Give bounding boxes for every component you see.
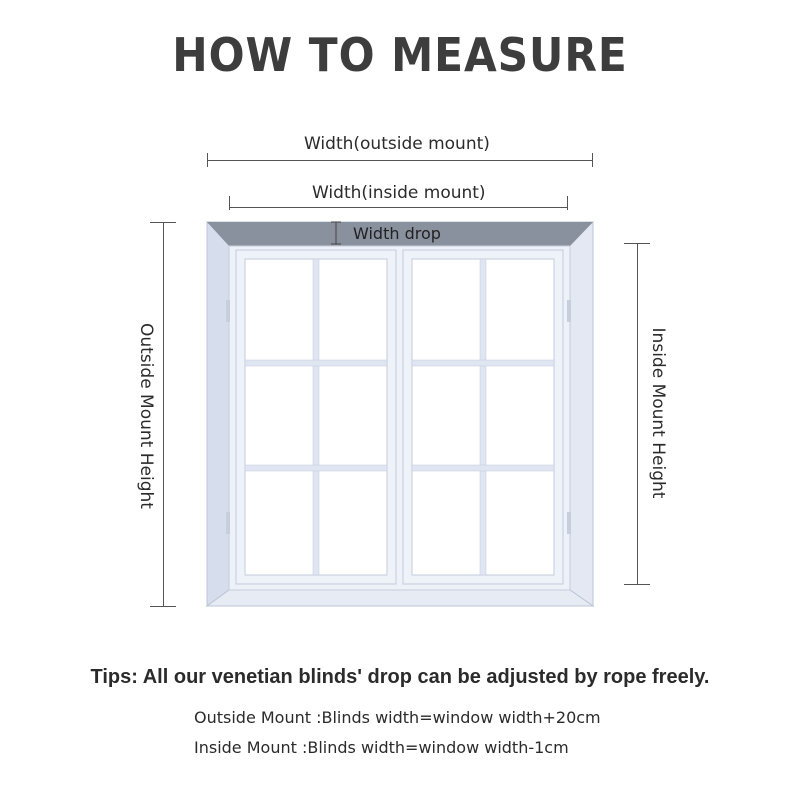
right-sash xyxy=(403,250,563,584)
hinge-left-bottom xyxy=(226,512,230,534)
width-outside-label: Width(outside mount) xyxy=(304,134,490,154)
inside-height-label: Inside Mount Height xyxy=(648,327,668,499)
inside-mount-note: Inside Mount :Blinds width=window width-1cm xyxy=(194,738,569,757)
tips-text: Tips: All our venetian blinds' drop can be adjusted by rope freely. xyxy=(90,666,710,688)
width-inside-label: Width(inside mount) xyxy=(312,183,486,203)
hinge-left-top xyxy=(226,300,230,322)
outside-mount-note: Outside Mount :Blinds width=window width+20cm xyxy=(194,708,601,727)
width-drop-label: Width drop xyxy=(353,224,441,243)
page-title: HOW TO MEASURE xyxy=(172,28,628,82)
hinge-right-bottom xyxy=(567,512,571,534)
left-sash xyxy=(236,250,396,584)
hinge-right-top xyxy=(567,300,571,322)
outside-height-label: Outside Mount Height xyxy=(136,323,156,509)
